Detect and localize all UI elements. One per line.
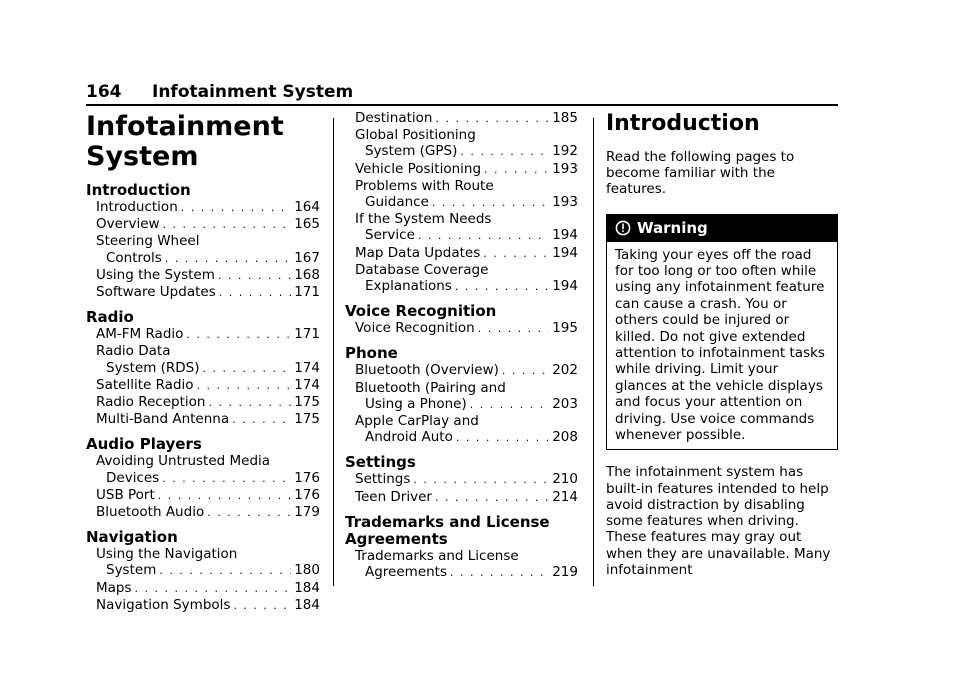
toc-section-heading: Phone — [345, 344, 398, 363]
toc-page-number: 184 — [294, 579, 320, 596]
toc-entry — [345, 564, 578, 581]
toc-page-number: 175 — [294, 394, 320, 411]
toc-page-number: 180 — [294, 562, 320, 579]
toc-entry — [345, 429, 578, 446]
toc-section-heading: Audio Players — [86, 435, 202, 454]
toc-entry — [345, 278, 578, 295]
toc-entry-title: Introduction — [96, 199, 178, 215]
warning-header — [607, 215, 837, 242]
dot-leader — [502, 363, 549, 379]
toc-entry — [345, 194, 578, 211]
dot-leader — [483, 246, 549, 262]
toc-entry-title: Vehicle Positioning — [355, 160, 482, 177]
toc-entry — [86, 326, 320, 343]
dot-leader — [135, 581, 292, 597]
toc-page-number: 193 — [552, 160, 578, 177]
toc-entry-title: Radio Reception — [96, 394, 206, 411]
toc-entry — [345, 489, 578, 506]
column-divider — [593, 118, 594, 586]
chapter-title: Infotainment System — [86, 111, 284, 172]
toc-page-number: 193 — [552, 194, 578, 211]
dot-leader — [435, 111, 549, 127]
toc-section-heading: Trademarks and License Agreements — [345, 512, 550, 548]
toc-entry-title: System (GPS) — [365, 143, 458, 160]
toc-entry-title: USB Port — [96, 486, 155, 503]
toc-entry-title: AM-FM Radio — [96, 326, 184, 343]
toc-entry — [86, 250, 320, 267]
dot-leader — [158, 488, 291, 504]
dot-leader — [432, 195, 549, 211]
toc-entry-title: Controls — [106, 249, 162, 266]
dot-leader — [456, 430, 549, 446]
toc-entry — [345, 110, 578, 127]
toc-entry — [86, 199, 320, 216]
dot-leader — [413, 472, 549, 488]
toc-entry-title: Software Updates — [96, 284, 216, 301]
toc-page-number: 202 — [552, 362, 578, 379]
toc-page-number: 185 — [552, 110, 578, 126]
intro-column — [606, 110, 838, 578]
dot-leader — [435, 490, 549, 506]
toc-page-number: 179 — [294, 504, 320, 521]
toc-entry — [86, 394, 320, 411]
toc-entry-title: Using a Phone) — [365, 395, 467, 412]
toc-entry — [86, 267, 320, 284]
dot-leader — [232, 412, 291, 428]
warning-label: Warning — [637, 219, 708, 238]
toc-page-number: 171 — [294, 284, 320, 301]
dot-leader — [218, 268, 291, 284]
dot-leader — [162, 471, 291, 487]
dot-leader — [460, 144, 549, 160]
toc-entry-title: System — [106, 562, 157, 579]
toc-navigation-continued — [345, 110, 578, 295]
dot-leader — [455, 279, 549, 295]
dot-leader — [186, 327, 291, 343]
toc-page-number: 210 — [552, 471, 578, 488]
toc-entry — [86, 216, 320, 233]
toc-entry-title: Map Data Updates — [355, 244, 481, 261]
toc-section-heading: Introduction — [86, 181, 191, 199]
toc-entry — [86, 377, 320, 394]
dot-leader — [233, 598, 291, 614]
toc-section-heading: Navigation — [86, 528, 178, 547]
dot-leader — [181, 200, 291, 216]
toc-entry-title: Service — [365, 227, 415, 244]
toc-entry — [345, 320, 578, 337]
toc-page-number: 171 — [294, 326, 320, 343]
dot-leader — [207, 505, 291, 521]
toc-page-number: 194 — [552, 227, 578, 244]
toc-page-number: 192 — [552, 143, 578, 160]
toc-entry-title: Settings — [355, 471, 411, 488]
header-rule — [86, 104, 838, 106]
column-divider — [333, 118, 334, 586]
toc-entry-title: Teen Driver — [355, 488, 432, 505]
warning-icon — [615, 220, 631, 236]
toc-sections-2 — [345, 303, 578, 581]
toc-entry — [86, 360, 320, 377]
toc-entry-title: Bluetooth Audio — [96, 504, 205, 521]
toc-entry-title: Android Auto — [365, 429, 453, 446]
dot-leader — [159, 563, 291, 579]
dot-leader — [165, 251, 291, 267]
toc-entry — [86, 504, 320, 521]
toc-entry — [345, 161, 578, 178]
toc-page-number: 219 — [552, 564, 578, 581]
dot-leader — [418, 228, 549, 244]
toc-entry-title: Guidance — [365, 194, 429, 211]
dot-leader — [219, 285, 291, 301]
toc-page-number: 194 — [552, 244, 578, 261]
toc-entry-title: Maps — [96, 579, 132, 596]
toc-entry — [86, 284, 320, 301]
toc-entry — [86, 562, 320, 579]
dot-leader — [208, 395, 291, 411]
toc-entry-title: Agreements — [365, 564, 448, 581]
toc-page-number: 174 — [294, 376, 320, 393]
intro-lead: Read the following pages to become familiar with the features. — [606, 149, 795, 198]
toc-entry-line: Problems with Route — [355, 177, 494, 194]
toc-page-number: 167 — [294, 249, 320, 266]
toc-entry — [345, 227, 578, 244]
toc-page-number: 214 — [552, 488, 578, 505]
intro-body: The infotainment system has built-in features intended to help avoid distraction by disabling some features when driving. These features may gray out when they are unavailable. Many infotainment — [606, 464, 831, 578]
toc-entry-title: Devices — [106, 469, 160, 486]
toc-entry — [86, 597, 320, 614]
toc-entry-line: If the System Needs — [355, 211, 492, 228]
toc-page-number: 208 — [552, 429, 578, 446]
toc-entry-line: Steering Wheel — [96, 233, 200, 250]
toc-entry-title: Overview — [96, 216, 160, 233]
toc-sections-1 — [86, 182, 320, 614]
toc-entry-line: Radio Data — [96, 343, 171, 360]
dot-leader — [478, 321, 550, 337]
toc-column-1 — [86, 110, 320, 614]
toc-entry-title: Voice Recognition — [355, 320, 475, 337]
toc-entry-line: Bluetooth (Pairing and — [355, 379, 506, 396]
dot-leader — [163, 217, 292, 233]
toc-page-number: 184 — [294, 596, 320, 613]
toc-entry-title: Using the System — [96, 266, 215, 283]
toc-entry-title: System (RDS) — [106, 359, 200, 376]
dot-leader — [450, 565, 549, 581]
toc-entry — [345, 362, 578, 379]
toc-page-number: 194 — [552, 278, 578, 295]
toc-page-number: 164 — [294, 199, 320, 215]
intro-heading: Introduction — [606, 111, 760, 136]
toc-page-number: 175 — [294, 411, 320, 428]
running-head: Infotainment System — [152, 82, 354, 102]
toc-entry — [86, 580, 320, 597]
toc-entry — [345, 396, 578, 413]
page-number: 164 — [86, 82, 122, 102]
toc-entry-line: Apple CarPlay and — [355, 413, 479, 430]
dot-leader — [197, 378, 292, 394]
toc-entry-line: Using the Navigation — [96, 546, 238, 563]
toc-entry-line: Avoiding Untrusted Media — [96, 453, 271, 470]
dot-leader — [203, 361, 292, 377]
toc-page-number: 176 — [294, 486, 320, 503]
toc-section-heading: Settings — [345, 453, 416, 472]
warning-box — [606, 214, 838, 451]
toc-entry-title: Satellite Radio — [96, 376, 194, 393]
toc-entry — [345, 143, 578, 160]
toc-entry-title: Explanations — [365, 278, 452, 295]
toc-page-number: 195 — [552, 320, 578, 337]
toc-entry-line: Database Coverage — [355, 261, 489, 278]
toc-entry — [86, 487, 320, 504]
toc-page-number: 168 — [294, 266, 320, 283]
toc-page-number: 203 — [552, 395, 578, 412]
toc-entry-line: Trademarks and License — [355, 547, 519, 564]
toc-section-heading: Voice Recognition — [345, 302, 497, 321]
toc-entry — [345, 471, 578, 488]
toc-entry-title: Multi-Band Antenna — [96, 411, 230, 428]
dot-leader — [470, 397, 549, 413]
page-header — [86, 82, 838, 104]
toc-page-number: 165 — [294, 216, 320, 233]
toc-entry — [345, 245, 578, 262]
toc-entry-title: Bluetooth (Overview) — [355, 362, 499, 379]
toc-page-number: 174 — [294, 359, 320, 376]
toc-entry-title: Navigation Symbols — [96, 596, 231, 613]
toc-entry-title: Destination — [355, 110, 433, 126]
toc-entry — [86, 411, 320, 428]
toc-page-number: 176 — [294, 469, 320, 486]
dot-leader — [484, 162, 549, 178]
toc-column-2 — [345, 110, 578, 581]
toc-entry — [86, 470, 320, 487]
warning-text: Taking your eyes off the road for too long or too often while using any infotainment feature can cause a crash. You or others could be injured or killed. Do not give extended attention to infotainment tasks while driving. Limit your glances at the vehicle displays and focus your attention on driving. Use voice commands whenever possible. — [615, 246, 825, 444]
toc-entry-line: Global Positioning — [355, 127, 476, 144]
toc-section-heading: Radio — [86, 308, 134, 327]
